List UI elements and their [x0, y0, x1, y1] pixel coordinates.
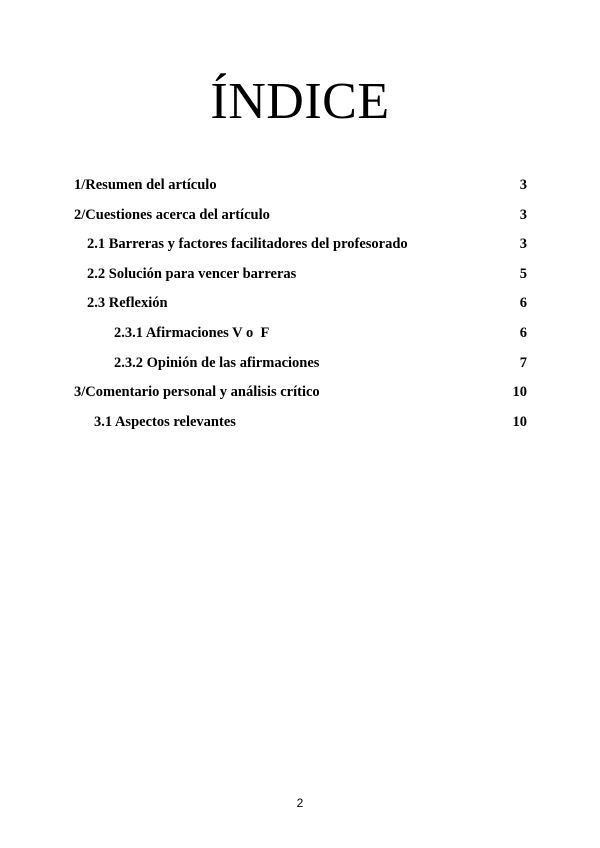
toc-entry-page: 10: [512, 384, 527, 401]
toc-entry-page: 5: [519, 265, 527, 282]
toc-entry-3[interactable]: [74, 381, 527, 411]
toc-entry-page: 3: [519, 206, 527, 223]
toc-entry-label: 1/Resumen del artículo: [74, 177, 217, 193]
toc-entry-1[interactable]: [74, 174, 527, 204]
page-title: ÍNDICE: [210, 73, 390, 130]
toc-entry-label: 2/Cuestiones acerca del artículo: [74, 206, 270, 223]
toc-entry-page: 6: [519, 295, 527, 312]
toc-entry-page: 3: [519, 177, 527, 193]
toc-entry-2-2[interactable]: [74, 263, 527, 293]
toc-entry-2[interactable]: [74, 204, 527, 234]
toc-entry-page: 10: [512, 413, 527, 430]
toc-entry-label: 2.3.1 Afirmaciones V o F: [114, 324, 270, 341]
table-of-contents: [74, 174, 527, 440]
toc-entry-2-3-1[interactable]: [74, 322, 527, 352]
toc-entry-3-1[interactable]: [74, 411, 527, 441]
toc-entry-page: 7: [519, 354, 527, 371]
toc-entry-page: 3: [519, 236, 527, 253]
toc-entry-label: 3/Comentario personal y análisis crítico: [74, 384, 320, 401]
toc-entry-label: 2.3.2 Opinión de las afirmaciones: [114, 354, 320, 371]
page-number: 2: [296, 796, 304, 810]
toc-entry-2-1[interactable]: [74, 233, 527, 263]
toc-entry-2-3-2[interactable]: [74, 352, 527, 382]
toc-entry-label: 2.1 Barreras y factores facilitadores del profesorado: [87, 236, 408, 253]
toc-entry-2-3[interactable]: [74, 292, 527, 322]
toc-entry-label: 2.3 Reflexión: [87, 295, 168, 312]
toc-entry-page: 6: [519, 324, 527, 341]
toc-entry-label: 3.1 Aspectos relevantes: [94, 413, 236, 430]
toc-entry-label: 2.2 Solución para vencer barreras: [87, 265, 297, 282]
